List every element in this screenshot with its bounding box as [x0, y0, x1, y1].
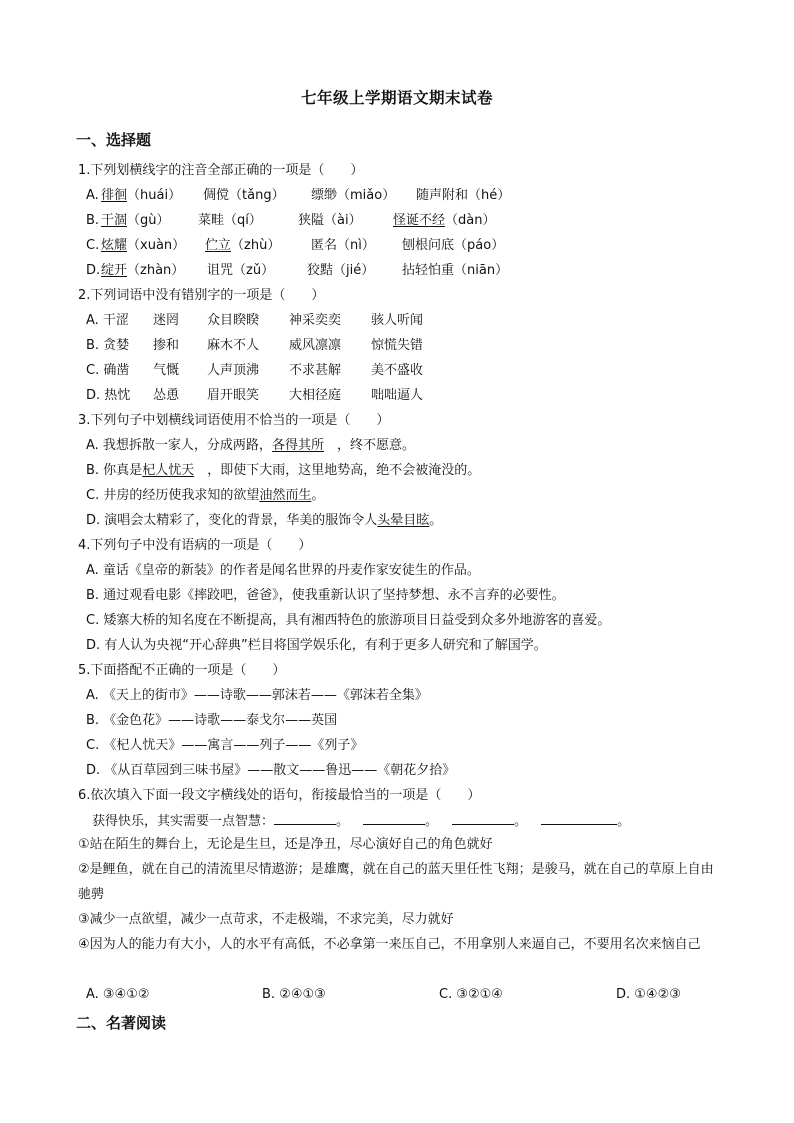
separator: 。 [425, 814, 439, 829]
option-letter: A. [86, 188, 99, 203]
question-5-option-a: A. 《天上的街市》——诗歌——郭沫若——《郭沫若全集》 [86, 688, 428, 703]
option-text: ，即使下大雨，这里地势高，绝不会被淹没的。 [194, 463, 481, 478]
question-6-sentence-3: ③减少一点欲望，减少一点苛求，不走极端，不求完美，尽力就好 [78, 912, 454, 927]
pinyin-1: （xuàn） [127, 238, 186, 253]
option-word [101, 187, 181, 205]
option-word [203, 187, 285, 205]
option-word: D. 热忱 [86, 388, 131, 403]
question-4-option-a: A. 童话《皇帝的新装》的作者是闻名世界的丹麦作家安徒生的作品。 [86, 563, 480, 578]
option-word: 众目睽睽 [207, 313, 260, 328]
question-5-stem: 5.下面搭配不正确的一项是（ ） [78, 663, 286, 678]
underlined-phrase: 各得其所 [271, 438, 324, 453]
option-text: D. 演唱会太精彩了，变化的背景，华美的服饰令人 [86, 513, 378, 528]
pinyin-1: （gù） [127, 213, 170, 228]
option-word [307, 262, 374, 280]
option-word: 骇人听闻 [371, 313, 424, 328]
word-1: 干涸 [101, 213, 128, 228]
section-heading-choice: 一、选择题 [76, 131, 152, 149]
question-6-option-a: A. ③④①② [86, 987, 150, 1002]
word-3: 缥缈 [311, 188, 338, 203]
question-5-option-c: C. 《杞人忧天》——寓言——列子——《列子》 [86, 738, 364, 753]
option-word: 眉开眼笑 [207, 388, 260, 403]
question-6-option-c: C. ③②①④ [439, 987, 503, 1002]
pinyin-2: （zǔ） [233, 263, 275, 278]
question-4-option-d: D. 有人认为央视“开心辞典”栏目将国学娱乐化，有利于更多人研究和了解国学。 [86, 638, 547, 653]
option-word [416, 187, 510, 205]
question-6-option-b: B. ②④①③ [262, 987, 326, 1002]
word-1: 绽开 [101, 263, 128, 278]
option-word [205, 237, 280, 255]
word-1: 徘徊 [101, 188, 128, 203]
option-letter: D. [86, 263, 101, 278]
option-word: 咄咄逼人 [371, 388, 424, 403]
option-word [393, 212, 495, 230]
question-5-option-b: B. 《金色花》——诗歌——泰戈尔——英国 [86, 713, 338, 728]
word-4: 怪诞不经 [393, 213, 446, 228]
question-6-stem: 6.依次填入下面一段文字横线处的语句，衔接最恰当的一项是（ ） [78, 788, 481, 803]
option-word: 大相径庭 [289, 388, 342, 403]
option-word: B. 贪婪 [86, 338, 130, 353]
option-word: 掺和 [153, 338, 180, 353]
question-4-stem: 4.下列句子中没有语病的一项是（ ） [78, 538, 312, 553]
pinyin-4: （dàn） [445, 213, 496, 228]
pinyin-2: （zhù） [231, 238, 281, 253]
option-word: 不求甚解 [289, 363, 342, 378]
word-4: 随声附和 [416, 188, 469, 203]
question-3-option-c [86, 487, 324, 505]
word-3: 狡黠 [307, 263, 334, 278]
option-word [101, 262, 184, 280]
pinyin-1: （huái） [127, 188, 182, 203]
word-2: 诅咒 [207, 263, 234, 278]
option-letter: B. [86, 213, 100, 228]
option-word: 美不盛收 [371, 363, 424, 378]
option-word: 威风凛凛 [289, 338, 342, 353]
word-4: 刨根问底 [402, 238, 455, 253]
option-word [311, 187, 395, 205]
option-word: 气慨 [153, 363, 180, 378]
pinyin-3: （miǎo） [337, 188, 396, 203]
option-word: 迷罔 [153, 313, 180, 328]
question-3-stem: 3.下列句子中划横线词语使用不恰当的一项是（ ） [78, 413, 390, 428]
pinyin-3: （ài） [324, 213, 362, 228]
lead-text: 获得快乐，其实需要一点智慧： [92, 814, 275, 829]
option-text: B. 你真是 [86, 463, 143, 478]
question-6-sentence-2: ②是鲤鱼，就在自己的清流里尽情遨游；是雄鹰，就在自己的蓝天里任性飞翔；是骏马，就在自己的草原上自由驰骋 [78, 862, 714, 902]
word-1: 炫耀 [101, 238, 128, 253]
underlined-phrase: 杞人忧天 [142, 463, 195, 478]
pinyin-2: （tǎng） [229, 188, 285, 203]
fill-blank-2 [363, 812, 425, 825]
pinyin-1: （zhàn） [127, 263, 185, 278]
option-word: A. 干涩 [86, 313, 129, 328]
option-word [198, 212, 262, 230]
question-6-option-d: D. ①④②③ [616, 987, 681, 1002]
section-heading-reading: 二、名著阅读 [76, 1014, 167, 1032]
separator: 。 [514, 814, 528, 829]
option-word: 麻木不人 [207, 338, 260, 353]
option-word [101, 212, 170, 230]
pinyin-4: （niān） [454, 263, 509, 278]
option-letter: C. [86, 238, 100, 253]
word-2: 菜畦 [198, 213, 225, 228]
option-text: 。 [429, 513, 443, 528]
question-3-option-a [86, 437, 415, 455]
option-text: A. 我想拆散一家人，分成两路， [86, 438, 272, 453]
option-word: C. 确凿 [86, 363, 130, 378]
underlined-phrase: 油然而生 [259, 488, 312, 503]
separator: 。 [617, 814, 631, 829]
question-6-lead-line [92, 812, 630, 831]
question-6-sentence-4: ④因为人的能力有大小，人的水平有高低，不必拿第一来压自己，不用拿别人来逼自己，不要用名次来恼自己 [78, 937, 701, 952]
underlined-phrase: 头晕目眩 [377, 513, 430, 528]
option-word: 怂恿 [153, 388, 180, 403]
fill-blank-4 [541, 812, 617, 825]
option-word [311, 237, 375, 255]
word-3: 狭隘 [298, 213, 325, 228]
option-word [101, 237, 185, 255]
option-word: 人声顶沸 [207, 363, 260, 378]
pinyin-3: （jié） [333, 263, 375, 278]
option-text: C. 井房的经历使我求知的欲望 [86, 488, 260, 503]
page-title: 七年级上学期语文期末试卷 [300, 89, 493, 107]
question-4-option-c: C. 矮寨大桥的知名度在不断提高，具有湘西特色的旅游项目日益受到众多外地游客的喜爱。 [86, 613, 611, 628]
pinyin-4: （hé） [468, 188, 511, 203]
question-1-stem: 1.下列划横线字的注音全部正确的一项是（ ） [78, 163, 364, 178]
word-3: 匿名 [311, 238, 338, 253]
word-2: 倜傥 [203, 188, 230, 203]
question-6-sentence-1: ①站在陌生的舞台上，无论是生旦，还是净丑，尽心演好自己的角色就好 [78, 837, 493, 852]
option-word [402, 237, 504, 255]
question-3-option-b [86, 462, 480, 480]
option-text: 。 [311, 488, 325, 503]
option-word [207, 262, 274, 280]
word-2: 伫立 [205, 238, 232, 253]
option-word [298, 212, 362, 230]
word-4: 拈轻怕重 [402, 263, 455, 278]
question-5-option-d: D. 《从百草园到三味书屋》——散文——鲁迅——《朝花夕拾》 [86, 763, 456, 778]
fill-blank-3 [452, 812, 514, 825]
option-word: 神采奕奕 [289, 313, 342, 328]
question-4-option-b: B. 通过观看电影《摔跤吧，爸爸》，使我重新认识了坚持梦想、永不言弃的必要性。 [86, 588, 565, 603]
pinyin-2: （qí） [224, 213, 262, 228]
option-word [402, 262, 508, 280]
option-word: 惊慌失错 [371, 338, 424, 353]
pinyin-3: （nì） [337, 238, 375, 253]
question-2-stem: 2.下列词语中没有错别字的一项是（ ） [78, 288, 325, 303]
pinyin-4: （páo） [454, 238, 505, 253]
separator: 。 [336, 814, 350, 829]
option-text: ，终不愿意。 [323, 438, 415, 453]
fill-blank-1 [274, 812, 336, 825]
question-3-option-d [86, 512, 442, 530]
